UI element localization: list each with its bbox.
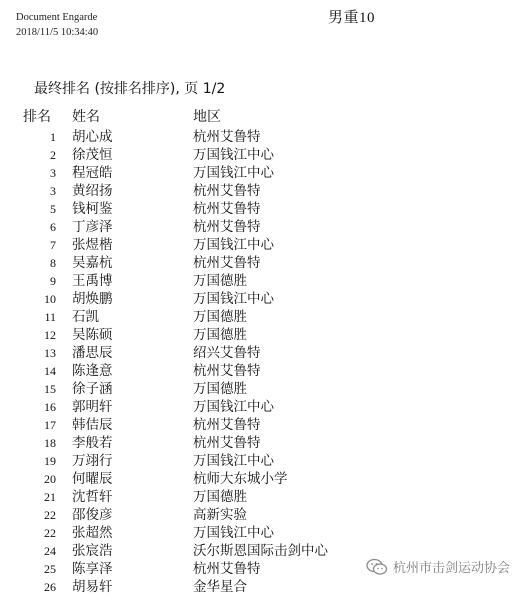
document-header [16,10,98,40]
page-heading: 最终排名 (按排名排序), 页 1/2 [34,81,226,97]
name-cell: 吴嘉杭 [72,255,113,271]
table-row [0,218,522,236]
table-row [0,398,522,416]
rank-cell: 5 [50,202,56,216]
rank-cell: 12 [44,328,56,342]
rank-cell: 18 [44,436,56,450]
name-cell: 胡焕鹏 [72,291,113,307]
app-name: Document Engarde [16,12,98,23]
table-row [0,272,522,290]
table-row [0,506,522,524]
rank-cell: 13 [44,346,56,360]
name-cell: 胡心成 [72,129,113,145]
region-cell: 万国钱江中心 [193,525,274,541]
region-cell: 金华星合 [193,579,247,595]
table-row [0,380,522,398]
region-cell: 杭师大东城小学 [193,471,288,487]
region-cell: 杭州艾鲁特 [193,363,261,379]
table-row [0,524,522,542]
rank-cell: 22 [44,508,56,522]
region-cell: 万国钱江中心 [193,237,274,253]
rank-cell: 1 [50,130,56,144]
region-cell: 万国钱江中心 [193,165,274,181]
region-cell: 杭州艾鲁特 [193,129,261,145]
table-row [0,452,522,470]
region-cell: 杭州艾鲁特 [193,201,261,217]
wechat-icon [366,558,388,576]
name-cell: 潘思辰 [72,345,113,361]
rank-cell: 25 [44,562,56,576]
name-cell: 沈哲轩 [72,489,113,505]
rank-cell: 3 [50,166,56,180]
region-cell: 高新实验 [193,507,247,523]
watermark-text: 杭州市击剑运动协会 [392,561,510,576]
table-row [0,200,522,218]
region-cell: 万国钱江中心 [193,291,274,307]
name-cell: 吴陈硕 [72,327,113,343]
name-cell: 石凯 [72,309,99,325]
region-cell: 万国钱江中心 [193,147,274,163]
rank-cell: 11 [44,310,56,324]
name-cell: 陈享泽 [72,561,113,577]
column-name-header: 姓名 [72,109,100,125]
name-cell: 丁彦泽 [72,219,113,235]
rank-cell: 15 [44,382,56,396]
name-cell: 邵俊彦 [72,507,113,523]
name-cell: 张煜楷 [72,237,113,253]
name-cell: 万翊行 [72,453,113,469]
region-cell: 万国德胜 [193,327,247,343]
rank-cell: 9 [50,274,56,288]
region-cell: 杭州艾鲁特 [193,219,261,235]
rank-cell: 6 [50,220,56,234]
rank-cell: 26 [44,580,56,594]
rank-cell: 24 [44,544,56,558]
table-row [0,470,522,488]
name-cell: 郭明轩 [72,399,113,415]
table-row [0,254,522,272]
region-cell: 绍兴艾鲁特 [193,345,261,361]
table-row [0,128,522,146]
table-row [0,416,522,434]
table-row [0,344,522,362]
region-cell: 万国德胜 [193,309,247,325]
name-cell: 徐子涵 [72,381,113,397]
timestamp: 2018/11/5 10:34:40 [16,27,99,38]
table-row [0,326,522,344]
name-cell: 何曜辰 [72,471,113,487]
rank-cell: 14 [44,364,56,378]
region-cell: 杭州艾鲁特 [193,561,261,577]
region-cell: 杭州艾鲁特 [193,183,261,199]
table-row [0,236,522,254]
name-cell: 徐茂恒 [72,147,113,163]
rank-cell: 19 [44,454,56,468]
event-title: 男重10 [328,10,376,26]
rank-cell: 20 [44,472,56,486]
name-cell: 李般若 [72,435,113,451]
table-row [0,164,522,182]
region-cell: 杭州艾鲁特 [193,417,261,433]
rank-cell: 8 [50,256,56,270]
rank-cell: 7 [50,238,56,252]
name-cell: 黄绍扬 [72,183,113,199]
name-cell: 张超然 [72,525,113,541]
region-cell: 万国德胜 [193,381,247,397]
region-cell: 杭州艾鲁特 [193,435,261,451]
name-cell: 韩佶辰 [72,417,113,433]
region-cell: 万国钱江中心 [193,399,274,415]
column-region-header: 地区 [193,109,221,125]
watermark [366,557,510,576]
name-cell: 王禹博 [72,273,113,289]
region-cell: 万国德胜 [193,273,247,289]
name-cell: 钱柯鉴 [72,201,113,217]
region-cell: 杭州艾鲁特 [193,255,261,271]
table-row [0,578,522,596]
rank-cell: 17 [44,418,56,432]
table-header [23,106,503,126]
name-cell: 程冠皓 [72,165,113,181]
region-cell: 万国钱江中心 [193,453,274,469]
table-row [0,290,522,308]
region-cell: 沃尔斯恩国际击剑中心 [193,543,328,559]
rank-cell: 2 [50,148,56,162]
name-cell: 张宸浩 [72,543,113,559]
rank-cell: 10 [44,292,56,306]
table-row [0,488,522,506]
ranking-table [0,128,522,596]
region-cell: 万国德胜 [193,489,247,505]
name-cell: 陈逢意 [72,363,113,379]
table-row [0,308,522,326]
table-row [0,146,522,164]
rank-cell: 3 [50,184,56,198]
name-cell: 胡易轩 [72,579,113,595]
table-row [0,182,522,200]
column-rank-header: 排名 [23,109,51,125]
table-row [0,362,522,380]
table-row [0,434,522,452]
rank-cell: 21 [44,490,56,504]
rank-cell: 16 [44,400,56,414]
rank-cell: 22 [44,526,56,540]
